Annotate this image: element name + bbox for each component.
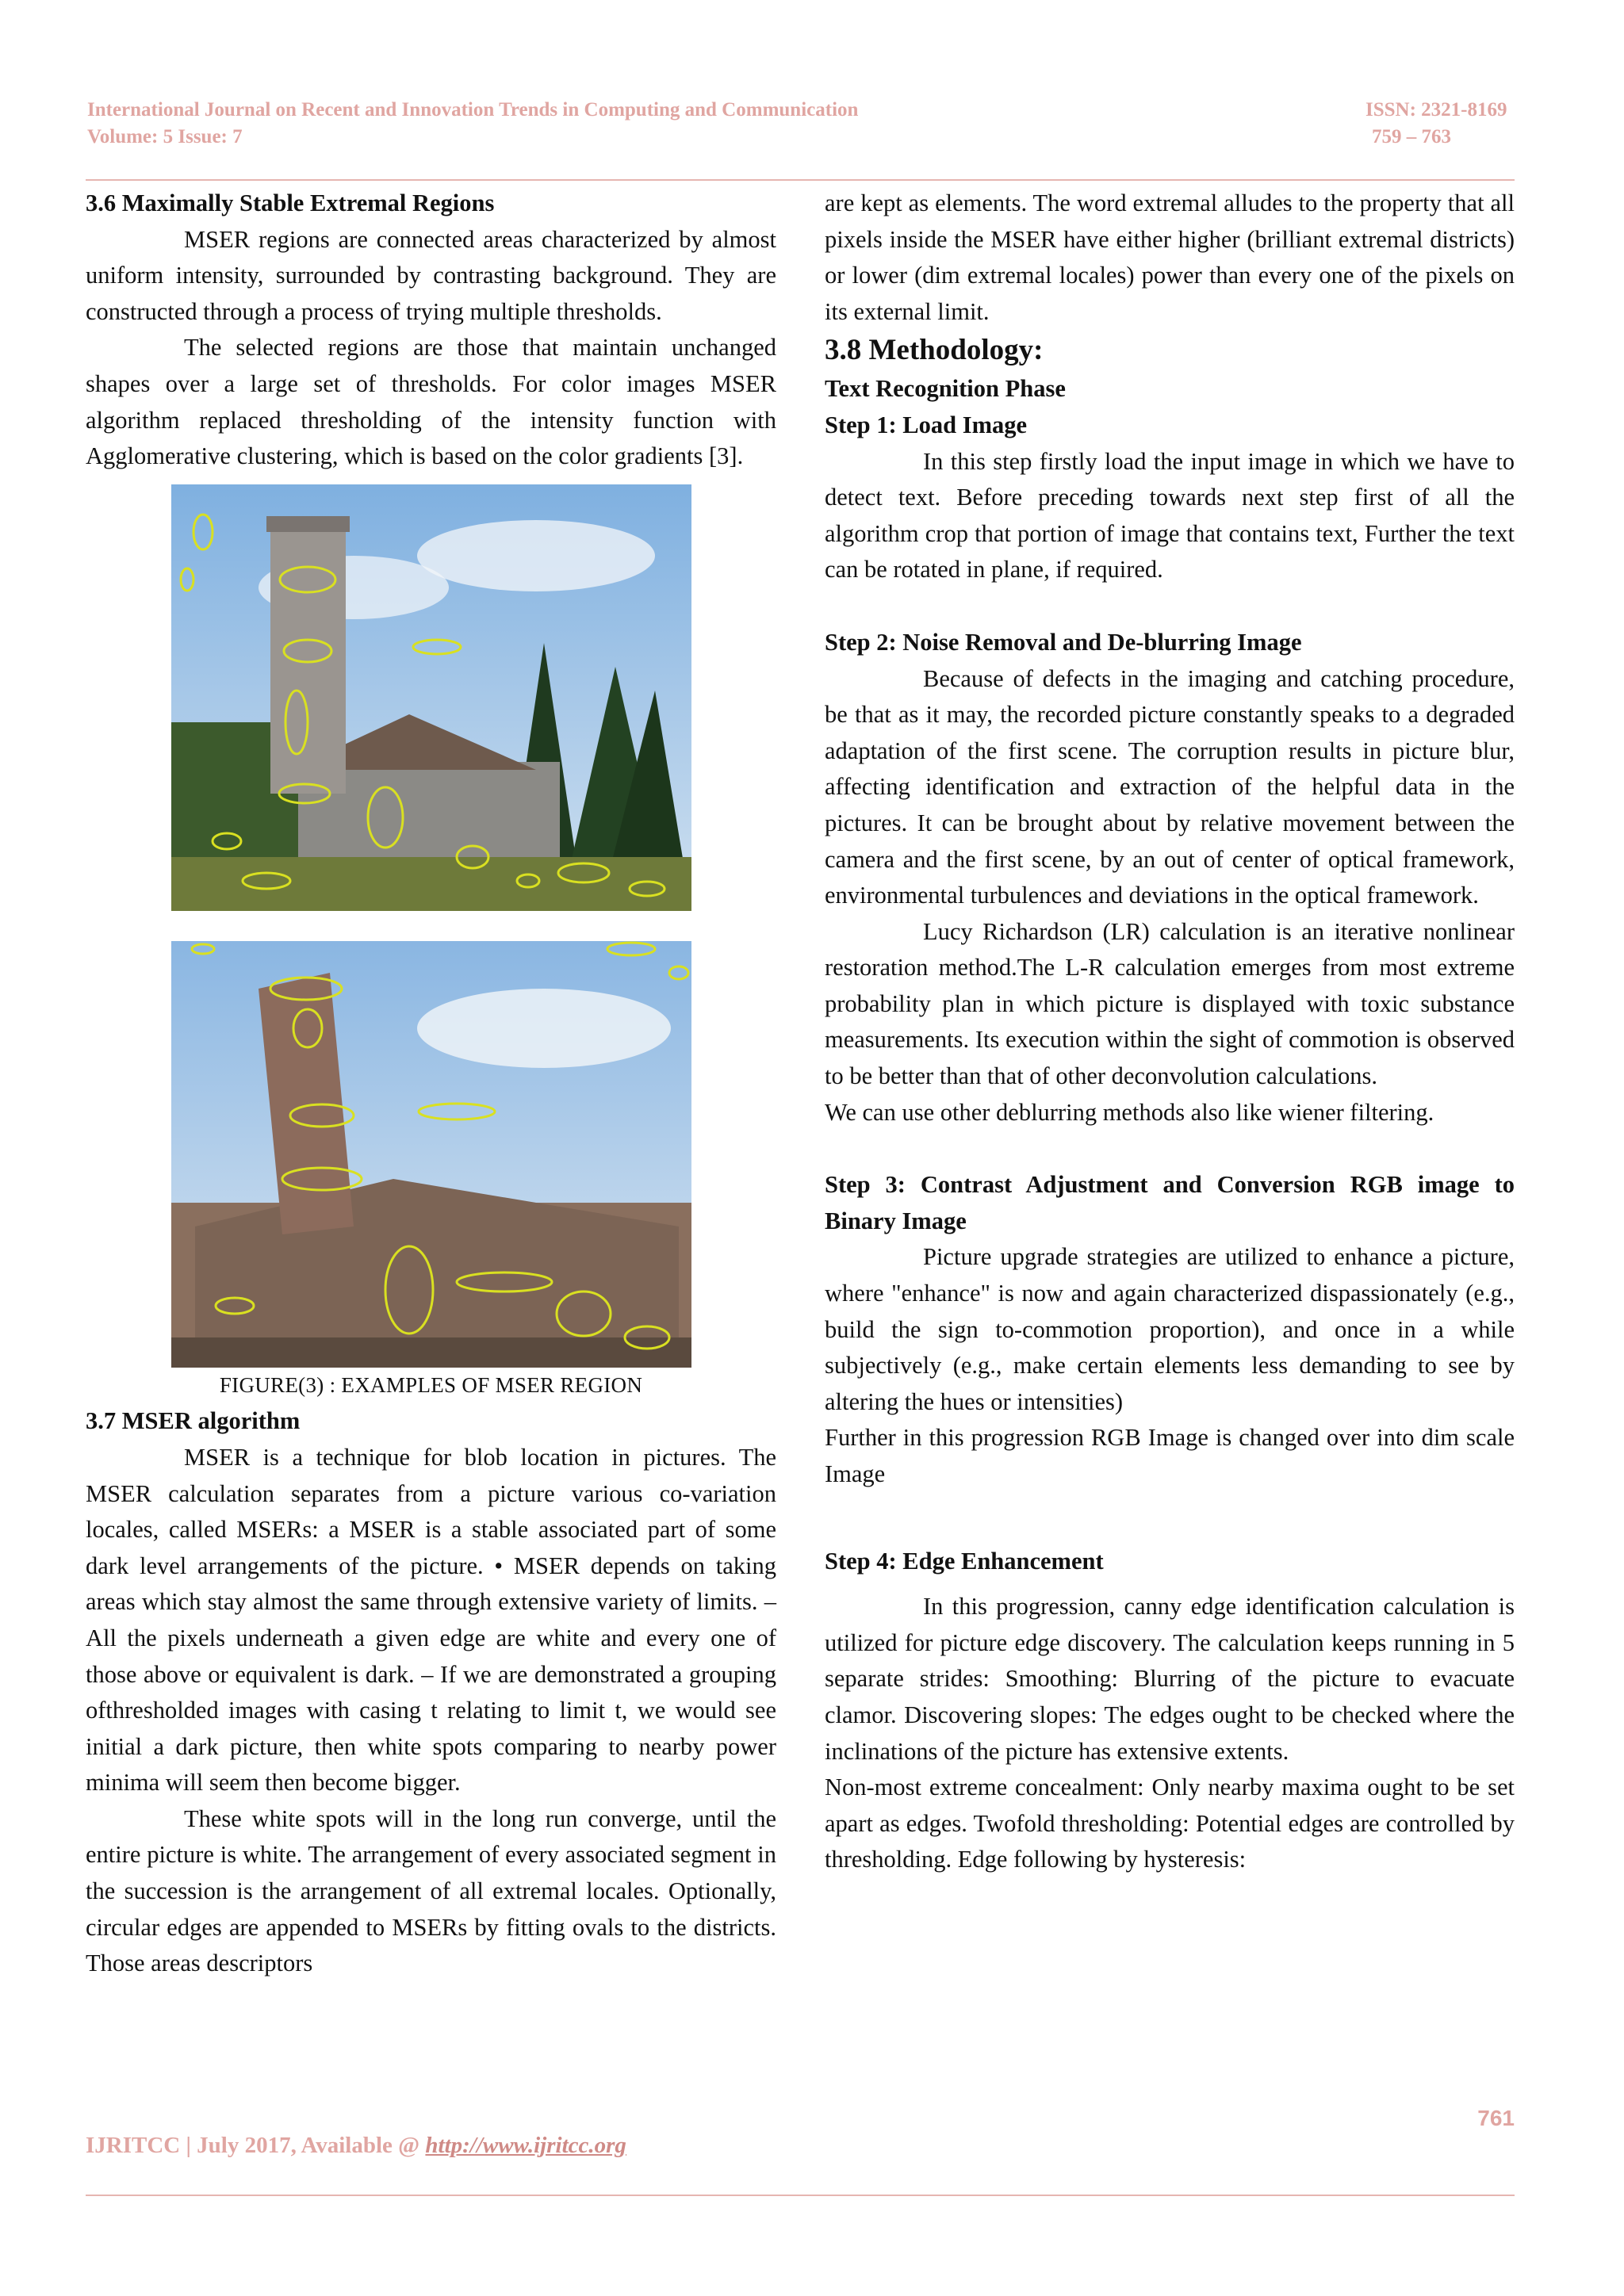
- step-4-paragraph-2: Non-most extreme concealment: Only nearby maxima ought to be set apart as edges. Twofold thresholding: Potential edges are controlled by thresholding. Edge following by hysteresis:: [825, 1774, 1515, 1873]
- figure-3: [171, 484, 691, 1368]
- journal-title: International Journal on Recent and Innovation Trends in Computing and Communication: [87, 99, 859, 121]
- phase-heading: Text Recognition Phase: [825, 375, 1066, 403]
- footer-rule: [86, 2195, 1515, 2196]
- step-1-heading: Step 1: Load Image: [825, 411, 1028, 438]
- step-3-paragraph-1: Picture upgrade strategies are utilized to enhance a picture, where "enhance" is now and again characterized dispassionately (e.g., build the sign to-commotion proportion), and once in a while subjectively (e.g., make certain elements less demanding to see by altering the hues or intensities): [825, 1243, 1515, 1415]
- right-column: [825, 186, 1515, 1878]
- step-4-heading: Step 4: Edge Enhancement: [825, 1547, 1104, 1575]
- section-3-7-heading: 3.7 MSER algorithm: [86, 1407, 301, 1435]
- footer-text: [86, 2133, 626, 2159]
- step-4-paragraph-1: In this progression, canny edge identification calculation is utilized for picture edge discovery. The calculation keeps running in 5 separate strides: Smoothing: Blurring of the picture to evacuate clamor. Discovering slopes: The edges ought to be checked where the inclinations of the picture has extensive extents.: [825, 1593, 1515, 1765]
- section-3-8-heading: 3.8 Methodology:: [825, 334, 1044, 367]
- step-3-heading: Step 3: Contrast Adjustment and Conversion RGB image to Binary Image: [825, 1171, 1515, 1234]
- mser-example-image-top: [171, 484, 691, 911]
- mser-example-image-bottom: [171, 941, 691, 1368]
- section-3-6-heading: 3.6 Maximally Stable Extremal Regions: [86, 189, 495, 216]
- section-3-6-paragraph-2: The selected regions are those that maintain unchanged shapes over a large set of thresholds. For color images MSER algorithm replaced thresholding of the intensity function with Agglomerative clustering, which is based on the color gradients [3].: [86, 334, 776, 470]
- section-3-6-paragraph-1: MSER regions are connected areas characterized by almost uniform intensity, surrounded by contrasting background. They are constructed through a process of trying multiple thresholds.: [86, 225, 776, 325]
- footer-link[interactable]: http://www.ijritcc.org: [425, 2133, 626, 2158]
- left-column: [86, 186, 776, 1982]
- section-3-7-continued: are kept as elements. The word extremal alludes to the property that all pixels inside the MSER have either higher (brilliant extremal districts) or lower (dim extremal locales) power than every one of the pixels on its external limit.: [825, 189, 1515, 325]
- step-3-paragraph-2: Further in this progression RGB Image is changed over into dim scale Image: [825, 1424, 1515, 1487]
- page-number: 761: [1477, 2106, 1515, 2130]
- section-3-7-paragraph-1: MSER is a technique for blob location in pictures. The MSER calculation separates from a picture various co-variation locales, called MSERs: a MSER is a stable associated part of some dark level arrangements of the picture. • MSER depends on taking areas which stay almost the same through extensive variety of limits. – All the pixels underneath a given edge are white and every one of those above or equivalent is dark. – If we are demonstrated a grouping ofthresholded images with casing t relating to limit t, we would see initial a dark picture, then white spots comparing to nearby power minima will seem then become bigger.: [86, 1443, 776, 1797]
- header-rule: [86, 179, 1515, 181]
- figure-caption: FIGURE(3) : EXAMPLES OF MSER REGION: [219, 1372, 643, 1397]
- step-2-heading: Step 2: Noise Removal and De-blurring Image: [825, 628, 1302, 656]
- footer-label: IJRITCC | July 2017, Available @: [86, 2133, 426, 2158]
- section-3-7-paragraph-2: These white spots will in the long run converge, until the entire picture is white. The arrangement of every associated segment in the succession is the arrangement of all extremal locales. Optionally, circular edges are appended to MSERs by fitting ovals to the districts. Those areas descriptors: [86, 1804, 776, 1977]
- step-2-paragraph-2: Lucy Richardson (LR) calculation is an iterative nonlinear restoration method.The L-R calculation emerges from most extreme probability plan in which picture is displayed with toxic substance measurements. Its execution within the sight of commotion is observed to be better than that of other deconvolution calculations.: [825, 917, 1515, 1090]
- step-2-paragraph-1: Because of defects in the imaging and catching procedure, be that as it may, the recorded picture constantly speaks to a degraded adaptation of the first scene. The corruption results in picture blur, affecting identification and extraction of the helpful data in the pictures. It can be brought about by relative movement between the camera and the first scene, by an out of center of optical framework, environmental turbulences and deviations in the optical framework.: [825, 664, 1515, 909]
- issn: ISSN: 2321-8169: [1365, 99, 1507, 121]
- step-2-paragraph-3: We can use other deblurring methods also like wiener filtering.: [825, 1098, 1434, 1126]
- page-range: 759 – 763: [1372, 126, 1451, 147]
- volume-issue: Volume: 5 Issue: 7: [87, 126, 243, 147]
- step-1-paragraph: In this step firstly load the input image in which we have to detect text. Before preceding towards next step first of all the algorithm crop that portion of image that contains text, Further the text can be rotated in plane, if required.: [825, 447, 1515, 584]
